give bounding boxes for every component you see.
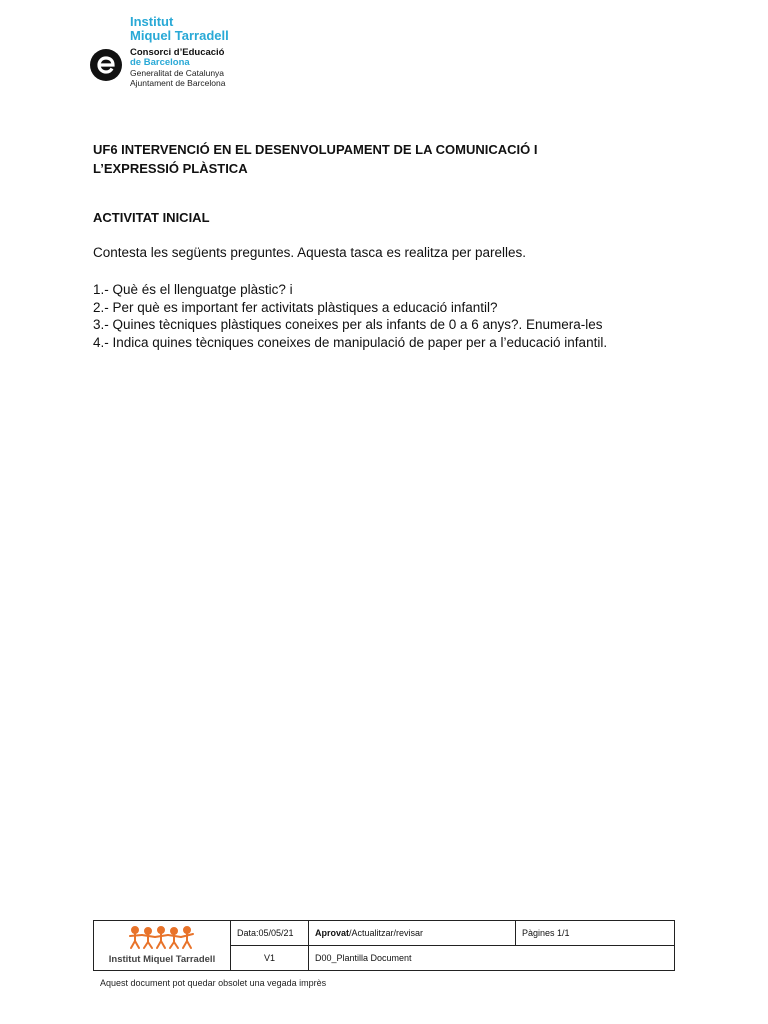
question-item: 3.- Quines tècniques plàstiques coneixes per als infants de 0 a 6 anys?. Enumera-les (93, 317, 603, 332)
footer-version: V1 (231, 946, 309, 971)
consorci-e-icon (90, 49, 122, 81)
question-item: 4.- Indica quines tècniques coneixes de manipulació de paper per a l’educació infantil. (93, 334, 608, 350)
footer-approval: Aprovat/Actualitzar/revisar (309, 921, 516, 946)
footer-logo (94, 921, 231, 971)
document-title: UF6 INTERVENCIÓ EN EL DESENVOLUPAMENT DE LA COMUNICACIÓ I L’EXPRESSIÓ PLÀSTICA (93, 142, 538, 176)
children-figures-icon (129, 926, 195, 950)
consorci-text: Consorci d’Educació de Barcelona Generalitat de Catalunya Ajuntament de Barcelona (130, 47, 226, 88)
institution-name: Institut Miquel Tarradell (130, 14, 229, 43)
intro-text: Contesta les següents preguntes. Aquesta tasca es realitza per parelles. (93, 245, 527, 260)
question-list (93, 281, 607, 351)
footer-logo-text: Institut Miquel Tarradell (108, 954, 216, 965)
footer-template-name: D00_Plantilla Document (309, 946, 675, 971)
question-item: 1.- Què és el llenguatge plàstic? i (93, 282, 293, 297)
footer-date: Data:05/05/21 (231, 921, 309, 946)
institution-logo (90, 15, 260, 90)
question-item: 2.- Per què es important fer activitats plàstiques a educació infantil? (93, 299, 498, 315)
footer-pages: Pàgines 1/1 (516, 921, 675, 946)
footer-table (93, 920, 675, 971)
section-heading: ACTIVITAT INICIAL (93, 210, 210, 225)
footer-note: Aquest document pot quedar obsolet una vegada imprès (100, 978, 327, 988)
